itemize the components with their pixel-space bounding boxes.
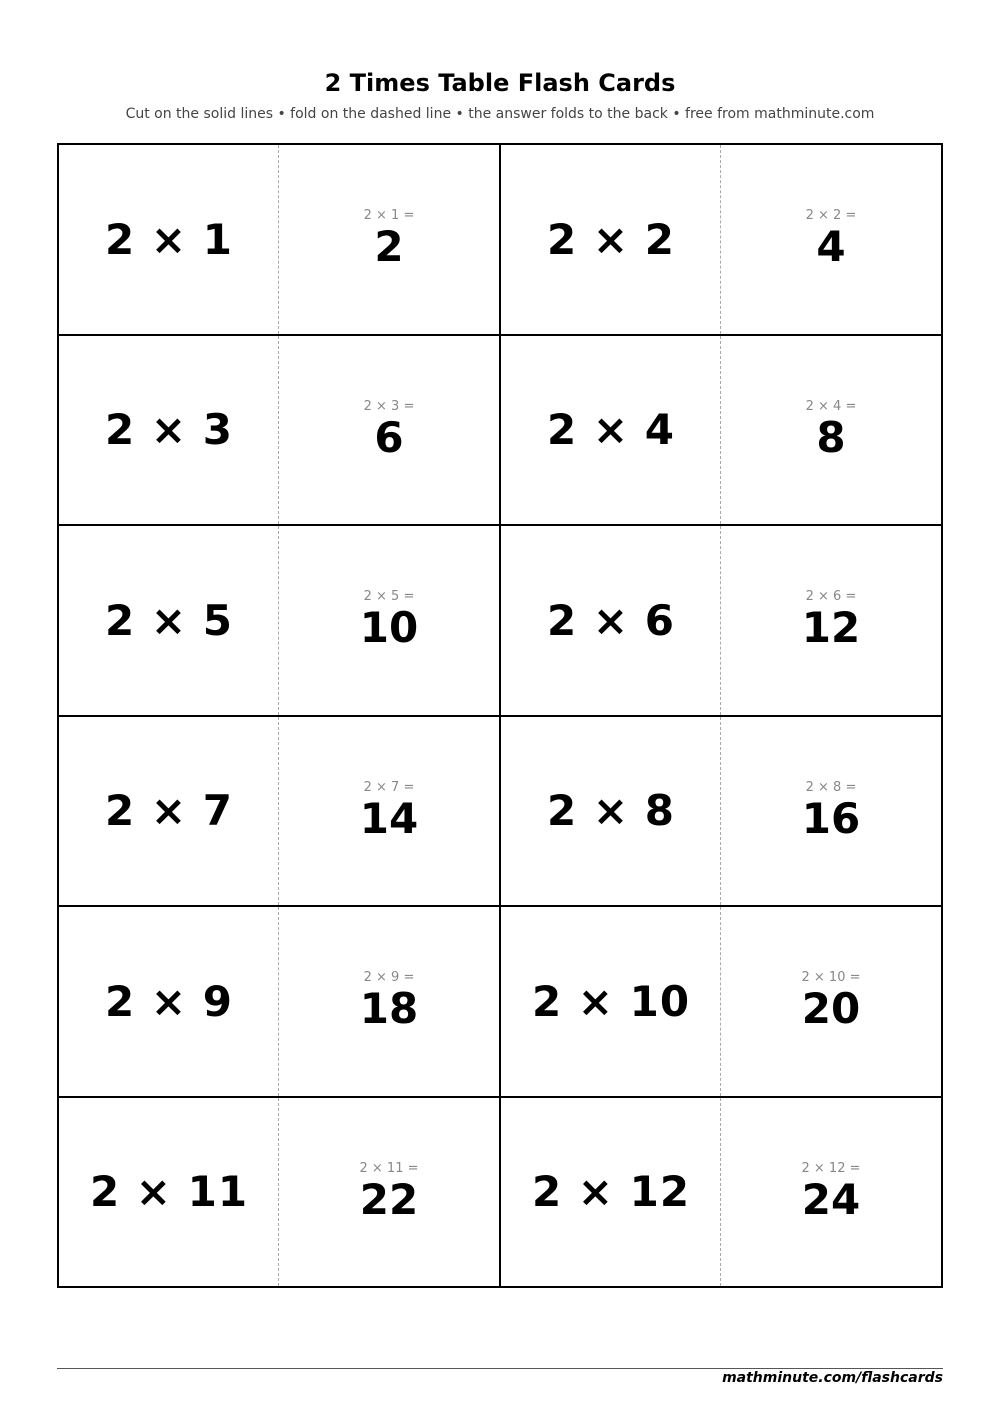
card-answer: 8	[816, 412, 846, 462]
card-question: 2 × 1	[105, 214, 233, 264]
card-front	[59, 336, 279, 525]
card-back	[721, 145, 941, 334]
fold-line	[720, 717, 721, 906]
card-answer: 20	[801, 984, 861, 1034]
fold-line	[278, 145, 279, 334]
card-question: 2 × 4	[547, 405, 675, 455]
card-question: 2 × 5	[105, 595, 233, 645]
fold-line	[278, 1098, 279, 1287]
card-back	[279, 907, 499, 1096]
fold-line	[720, 907, 721, 1096]
flash-card	[59, 717, 501, 908]
card-back	[721, 336, 941, 525]
card-answer: 14	[359, 793, 419, 843]
card-hint: 2 × 8 =	[805, 779, 857, 795]
card-hint: 2 × 3 =	[363, 398, 415, 414]
fold-line	[278, 526, 279, 715]
card-answer: 22	[359, 1174, 419, 1224]
card-back	[279, 526, 499, 715]
card-answer: 18	[359, 984, 419, 1034]
card-hint: 2 × 12 =	[801, 1160, 861, 1176]
card-back	[721, 907, 941, 1096]
card-front	[501, 526, 721, 715]
card-hint: 2 × 5 =	[363, 589, 415, 605]
card-hint: 2 × 2 =	[805, 208, 857, 224]
fold-line	[278, 717, 279, 906]
card-hint: 2 × 11 =	[359, 1160, 419, 1176]
fold-line	[720, 526, 721, 715]
card-front	[501, 717, 721, 906]
card-answer: 12	[801, 603, 861, 653]
footer-url: mathminute.com/flashcards	[722, 1370, 943, 1386]
card-back	[279, 717, 499, 906]
card-question: 2 × 10	[531, 976, 691, 1026]
card-question: 2 × 7	[105, 786, 233, 836]
card-back	[279, 336, 499, 525]
card-question: 2 × 12	[531, 1167, 691, 1217]
fold-line	[278, 907, 279, 1096]
page-title: 2 Times Table Flash Cards	[324, 69, 676, 97]
fold-line	[278, 336, 279, 525]
page-subtitle: Cut on the solid lines • fold on the dashed line • the answer folds to the back • free from mathminute.com	[125, 106, 875, 122]
flash-card	[501, 907, 943, 1098]
card-hint: 2 × 4 =	[805, 398, 857, 414]
flash-card	[501, 336, 943, 527]
card-hint: 2 × 9 =	[363, 970, 415, 986]
flash-card	[501, 1098, 943, 1289]
card-front	[59, 145, 279, 334]
card-back	[279, 1098, 499, 1287]
card-back	[721, 1098, 941, 1287]
card-front	[59, 907, 279, 1096]
card-question: 2 × 2	[547, 214, 675, 264]
card-front	[59, 526, 279, 715]
flash-card	[59, 336, 501, 527]
fold-line	[720, 145, 721, 334]
card-question: 2 × 9	[105, 976, 233, 1026]
card-back	[721, 717, 941, 906]
card-answer: 6	[374, 412, 404, 462]
card-hint: 2 × 1 =	[363, 208, 415, 224]
card-front	[501, 907, 721, 1096]
card-front	[501, 145, 721, 334]
card-hint: 2 × 7 =	[363, 779, 415, 795]
card-question: 2 × 3	[105, 405, 233, 455]
card-answer: 24	[801, 1174, 861, 1224]
card-hint: 2 × 6 =	[805, 589, 857, 605]
flash-card	[501, 526, 943, 717]
flash-card	[59, 145, 501, 336]
card-front	[501, 336, 721, 525]
card-answer: 2	[374, 222, 404, 272]
flash-card	[501, 717, 943, 908]
flash-card	[59, 907, 501, 1098]
card-hint: 2 × 10 =	[801, 970, 861, 986]
card-question: 2 × 8	[547, 786, 675, 836]
fold-line	[720, 1098, 721, 1287]
flash-card	[59, 1098, 501, 1289]
card-question: 2 × 11	[89, 1167, 249, 1217]
card-front	[59, 717, 279, 906]
card-answer: 16	[801, 793, 861, 843]
card-answer: 4	[816, 222, 846, 272]
card-front	[501, 1098, 721, 1287]
card-back	[721, 526, 941, 715]
flash-card-grid	[57, 143, 943, 1288]
card-answer: 10	[359, 603, 419, 653]
card-front	[59, 1098, 279, 1287]
card-question: 2 × 6	[547, 595, 675, 645]
flash-card	[501, 145, 943, 336]
fold-line	[720, 336, 721, 525]
flash-card	[59, 526, 501, 717]
card-back	[279, 145, 499, 334]
